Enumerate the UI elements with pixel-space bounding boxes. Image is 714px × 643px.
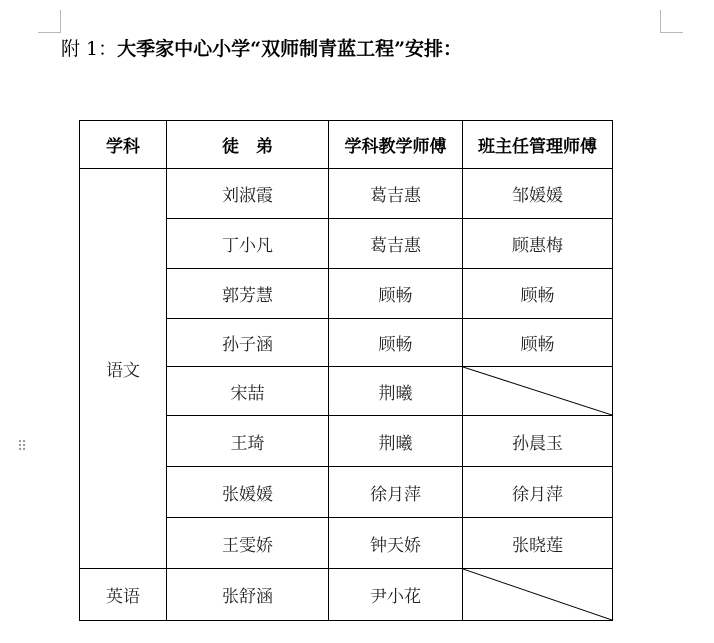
class-mentor-cell: 顾惠梅 <box>463 219 613 269</box>
class-mentor-cell: 孙晨玉 <box>463 416 613 467</box>
apprentice-cell: 丁小凡 <box>167 219 329 269</box>
teaching-mentor-cell: 荆曦 <box>329 367 463 416</box>
apprentice-cell: 孙子涵 <box>167 319 329 367</box>
teaching-mentor-cell: 顾畅 <box>329 269 463 319</box>
teaching-mentor-cell: 顾畅 <box>329 319 463 367</box>
document-heading <box>61 34 462 61</box>
page-margin-corner-top-left <box>38 10 61 33</box>
apprentice-cell: 王雯娇 <box>167 518 329 569</box>
empty-diagonal-cell <box>463 367 613 416</box>
heading-text: 大季家中心小学“双师制青蓝工程”安排： <box>117 38 462 60</box>
header-subject: 学科 <box>80 121 167 169</box>
diagonal-line <box>463 569 612 620</box>
class-mentor-cell: 张晓莲 <box>463 518 613 569</box>
table-row <box>80 169 613 219</box>
apprentice-cell: 王琦 <box>167 416 329 467</box>
header-apprentice: 徒 弟 <box>167 121 329 169</box>
apprentice-cell: 刘淑霞 <box>167 169 329 219</box>
class-mentor-cell: 邹媛媛 <box>463 169 613 219</box>
page-margin-corner-top-right <box>660 10 683 33</box>
apprentice-cell: 郭芳慧 <box>167 269 329 319</box>
mentor-assignment-table <box>79 120 613 621</box>
header-teaching-mentor: 学科教学师傅 <box>329 121 463 169</box>
subject-cell: 语文 <box>80 169 167 569</box>
table-move-handle-icon[interactable]: ⠿ <box>17 439 28 455</box>
teaching-mentor-cell: 葛吉惠 <box>329 169 463 219</box>
empty-diagonal-cell <box>463 569 613 621</box>
header-class-mentor: 班主任管理师傅 <box>463 121 613 169</box>
diagonal-line <box>463 367 612 415</box>
heading-prefix: 附 1： <box>61 38 118 60</box>
apprentice-cell: 宋喆 <box>167 367 329 416</box>
teaching-mentor-cell: 徐月萍 <box>329 467 463 518</box>
subject-cell: 英语 <box>80 569 167 621</box>
teaching-mentor-cell: 荆曦 <box>329 416 463 467</box>
apprentice-cell: 张媛媛 <box>167 467 329 518</box>
teaching-mentor-cell: 葛吉惠 <box>329 219 463 269</box>
teaching-mentor-cell: 钟天娇 <box>329 518 463 569</box>
apprentice-cell: 张舒涵 <box>167 569 329 621</box>
table-header-row <box>80 121 613 169</box>
class-mentor-cell: 顾畅 <box>463 319 613 367</box>
class-mentor-cell: 顾畅 <box>463 269 613 319</box>
class-mentor-cell: 徐月萍 <box>463 467 613 518</box>
teaching-mentor-cell: 尹小花 <box>329 569 463 621</box>
table-row <box>80 569 613 621</box>
